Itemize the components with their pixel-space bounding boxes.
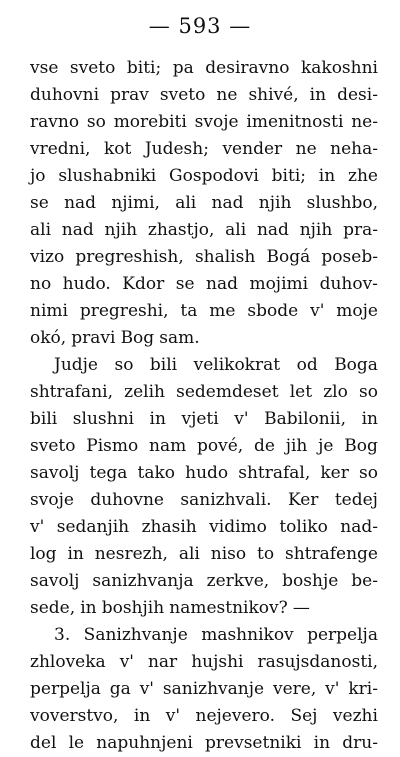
word: zelih xyxy=(124,382,165,402)
word: zhastjo, xyxy=(147,220,215,240)
word: nad xyxy=(64,193,97,213)
word: ali xyxy=(225,220,247,240)
word: savolj xyxy=(30,463,80,483)
word: nar xyxy=(147,652,178,672)
word: Kdor xyxy=(122,274,165,294)
word: v' xyxy=(325,679,340,699)
word: ne- xyxy=(351,112,378,132)
word: tedej xyxy=(334,490,378,510)
word: Judesh; xyxy=(144,139,209,159)
word: namestnikov? xyxy=(169,598,288,618)
word: sam. xyxy=(159,328,200,348)
word: ne xyxy=(295,139,317,159)
word: vidimo xyxy=(209,517,267,537)
word: log xyxy=(30,544,57,564)
word: slushabniki xyxy=(58,166,157,186)
word: zerkve, xyxy=(206,571,270,591)
text-line xyxy=(30,271,378,298)
word: Bog xyxy=(344,436,378,456)
text-line xyxy=(30,217,378,244)
word: perpelja xyxy=(30,679,101,699)
word: in xyxy=(361,409,378,429)
word: je xyxy=(318,436,334,456)
word: svoje xyxy=(194,112,239,132)
word: slushni xyxy=(72,409,134,429)
word: sedemdeset xyxy=(176,382,279,402)
word: zhasih xyxy=(141,517,197,537)
word: zhe xyxy=(347,166,378,186)
word: v' xyxy=(310,301,325,321)
word: Judje xyxy=(54,355,98,375)
word: kot xyxy=(103,139,132,159)
word: Bog xyxy=(120,328,155,348)
word: kakoshni xyxy=(300,58,378,78)
page-body-text xyxy=(30,55,378,757)
word: so xyxy=(359,382,378,402)
word: nejevero. xyxy=(195,706,275,726)
word: bili xyxy=(30,409,58,429)
word: pa xyxy=(172,58,194,78)
text-line xyxy=(30,190,378,217)
text-line xyxy=(30,514,378,541)
text-line xyxy=(30,406,378,433)
word: del xyxy=(30,733,57,753)
word: be- xyxy=(351,571,378,591)
word: vere, xyxy=(272,679,317,699)
word: me xyxy=(209,301,236,321)
word: ali xyxy=(178,544,200,564)
word: no xyxy=(30,274,52,294)
text-line xyxy=(30,163,378,190)
text-line xyxy=(30,703,378,730)
word: duhov- xyxy=(319,274,378,294)
word: pregreshish, xyxy=(75,247,184,267)
word: imenitnosti xyxy=(246,112,344,132)
word: tega xyxy=(89,463,128,483)
word: so xyxy=(86,112,106,132)
word: hujshi xyxy=(191,652,244,672)
word: dru- xyxy=(342,733,378,753)
word: napuhnjeni xyxy=(96,733,193,753)
word: shtrafal, xyxy=(238,463,311,483)
word: desiravno xyxy=(205,58,290,78)
word: pravi xyxy=(71,328,116,348)
word: nam xyxy=(149,436,187,456)
word: hudo xyxy=(185,463,229,483)
page-number-header: — 593 — xyxy=(148,14,252,38)
word: mojimi xyxy=(249,274,309,294)
word: ali xyxy=(175,193,197,213)
word: biti; xyxy=(271,166,306,186)
word: in xyxy=(309,85,327,105)
word: svoje xyxy=(30,490,74,510)
word: Sej xyxy=(290,706,318,726)
word: tako xyxy=(137,463,176,483)
word: Gospodovi xyxy=(169,166,259,186)
text-line xyxy=(30,379,378,406)
word: to xyxy=(257,544,275,564)
word: sedanjih xyxy=(56,517,130,537)
word: sveto xyxy=(159,85,206,105)
word: ga xyxy=(109,679,131,699)
word: ali xyxy=(30,220,52,240)
word: ta xyxy=(180,301,198,321)
word: nad xyxy=(256,220,289,240)
word: zlo xyxy=(323,382,348,402)
word: ne xyxy=(216,85,238,105)
word: neha- xyxy=(330,139,378,159)
word: bili xyxy=(149,355,178,375)
word: njih xyxy=(258,193,292,213)
word: Bogá xyxy=(266,247,311,267)
word: 3. xyxy=(54,625,71,645)
word: prav xyxy=(110,85,149,105)
word: prevsetniki xyxy=(205,733,302,753)
text-line xyxy=(30,460,378,487)
text-line xyxy=(30,136,378,163)
word: mashnikov xyxy=(201,625,294,645)
word: let xyxy=(289,382,313,402)
word: nesrezh, xyxy=(94,544,168,564)
word: shtrafenge xyxy=(284,544,378,564)
word: ker xyxy=(320,463,349,483)
word: in xyxy=(149,409,166,429)
text-line xyxy=(30,325,378,352)
word: se xyxy=(30,193,49,213)
word: sanizhvanja xyxy=(92,571,194,591)
word: nad xyxy=(206,274,238,294)
word: v' xyxy=(165,706,181,726)
word: Pismo xyxy=(86,436,139,456)
word: vezhi xyxy=(332,706,378,726)
word: sede, xyxy=(30,598,76,618)
word: so xyxy=(358,463,378,483)
word: pra- xyxy=(343,220,378,240)
word: vjeti xyxy=(181,409,219,429)
word: od xyxy=(296,355,318,375)
word: velikokrat xyxy=(193,355,281,375)
word: Ker xyxy=(287,490,319,510)
word: ravno xyxy=(30,112,80,132)
word: biti; xyxy=(126,58,162,78)
word: Babilonii, xyxy=(264,409,347,429)
word: — xyxy=(292,598,310,618)
word: in xyxy=(313,733,331,753)
word: vender xyxy=(222,139,283,159)
text-line xyxy=(30,487,378,514)
word: okó, xyxy=(30,328,67,348)
text-line xyxy=(30,109,378,136)
word: in xyxy=(133,706,151,726)
text-line xyxy=(30,433,378,460)
word: boshjih xyxy=(101,598,165,618)
word: de xyxy=(253,436,275,456)
word: sveto xyxy=(30,436,76,456)
word: in xyxy=(80,598,97,618)
text-line xyxy=(30,352,378,379)
word: v' xyxy=(234,409,249,429)
word: perpelja xyxy=(307,625,378,645)
word: sanizhvali. xyxy=(180,490,272,510)
word: niso xyxy=(210,544,247,564)
word: sbode xyxy=(247,301,299,321)
word: sanizhvanje xyxy=(162,679,265,699)
word: Sanizhvanje xyxy=(83,625,188,645)
word: le xyxy=(68,733,85,753)
word: vizo xyxy=(30,247,65,267)
word: desi- xyxy=(337,85,378,105)
word: kri- xyxy=(348,679,378,699)
text-line xyxy=(30,82,378,109)
word: jo xyxy=(30,166,46,186)
word: moje xyxy=(336,301,378,321)
word: poseb- xyxy=(321,247,378,267)
text-line xyxy=(30,568,378,595)
word: duhovne xyxy=(90,490,164,510)
word: shivé, xyxy=(248,85,299,105)
word: slushbo, xyxy=(306,193,378,213)
text-line xyxy=(30,55,378,82)
word: pregreshi, xyxy=(79,301,169,321)
word: in xyxy=(67,544,84,564)
word: rasujsdanosti, xyxy=(257,652,378,672)
word: savolj xyxy=(30,571,80,591)
word: njih xyxy=(299,220,333,240)
text-line xyxy=(30,730,378,757)
word: duhovni xyxy=(30,85,100,105)
word: v' xyxy=(30,517,45,537)
word: hudo. xyxy=(62,274,111,294)
word: Boga xyxy=(334,355,378,375)
text-line xyxy=(30,622,378,649)
word: njimi, xyxy=(111,193,160,213)
word: toliko xyxy=(279,517,328,537)
word: pové, xyxy=(197,436,244,456)
word: vredni, xyxy=(30,139,91,159)
word: boshje xyxy=(282,571,339,591)
text-line xyxy=(30,541,378,568)
text-line xyxy=(30,244,378,271)
word: nad xyxy=(61,220,94,240)
word: se xyxy=(175,274,195,294)
word: nad xyxy=(211,193,244,213)
word: njih xyxy=(104,220,138,240)
word: zhloveka xyxy=(30,652,106,672)
word: voverstvo, xyxy=(30,706,119,726)
word: shtrafani, xyxy=(30,382,113,402)
word: shalish xyxy=(194,247,256,267)
text-line xyxy=(30,676,378,703)
text-line xyxy=(30,298,378,325)
word: sveto xyxy=(69,58,116,78)
word: so xyxy=(114,355,134,375)
word: nimi xyxy=(30,301,68,321)
text-line xyxy=(30,649,378,676)
word: jih xyxy=(285,436,308,456)
word: vse xyxy=(30,58,59,78)
text-line xyxy=(30,595,378,622)
word: in xyxy=(318,166,336,186)
word: v' xyxy=(119,652,134,672)
word: nad- xyxy=(340,517,378,537)
word: v' xyxy=(139,679,154,699)
word: morebiti xyxy=(113,112,187,132)
